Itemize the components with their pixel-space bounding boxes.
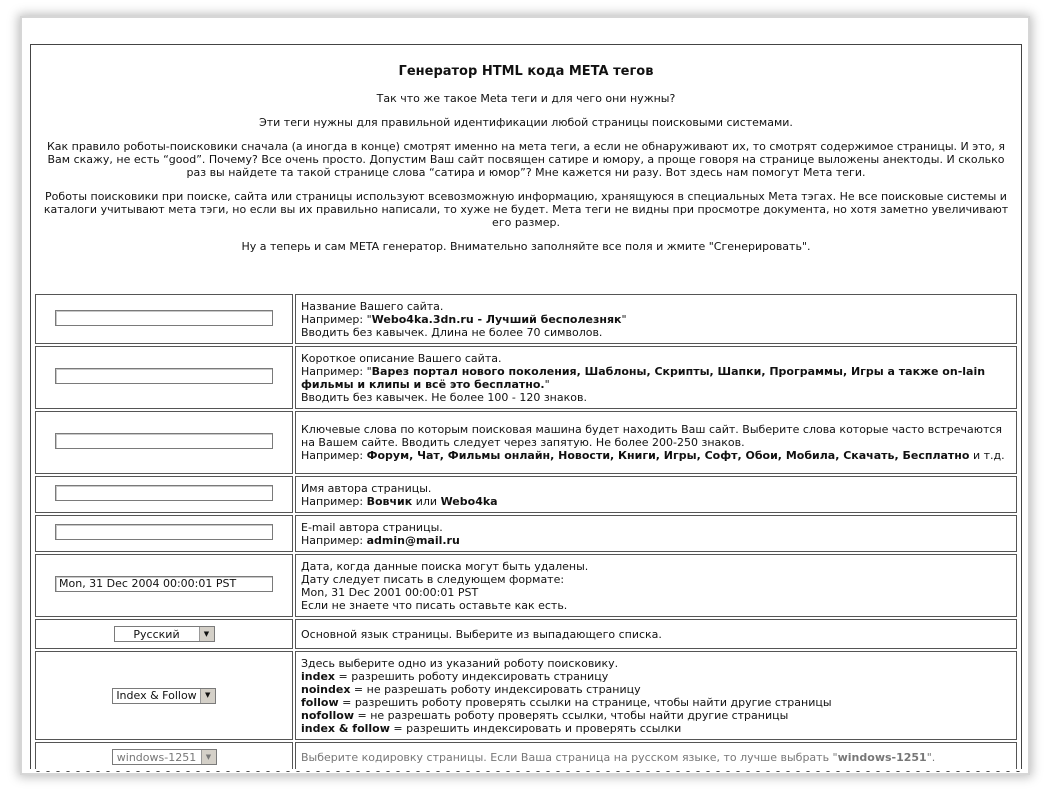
option-desc: = не разрешать роботу проверять ссылки, чтобы найти другие страницы (354, 708, 789, 722)
help-line: Выберите кодировку страницы. Если Ваша страница на русском языке, то лучше выбрать " (301, 750, 838, 764)
example-value: Webo4ka (440, 494, 498, 508)
option-key: index (301, 669, 336, 683)
example-suffix: " (621, 312, 627, 326)
example-prefix: Например: (301, 449, 367, 462)
example-prefix: Например: (301, 533, 367, 547)
table-row (35, 651, 1017, 740)
help-example (301, 313, 1011, 326)
keywords-input[interactable] (55, 433, 273, 449)
site-title-help (295, 294, 1017, 344)
author-input[interactable] (55, 485, 273, 501)
robots-option (301, 683, 1011, 696)
fields-table (33, 292, 1019, 773)
option-desc: = разрешить роботу индексировать страницу (335, 669, 609, 683)
option-desc: = не разрешать роботу индексировать страницу (350, 682, 641, 696)
option-key: index & follow (301, 721, 390, 735)
robots-option (301, 722, 1011, 735)
option-key: nofollow (301, 708, 354, 722)
chevron-down-icon[interactable]: ▼ (199, 627, 214, 641)
help-line: Mon, 31 Dec 2001 00:00:01 PST (301, 585, 479, 599)
intro-section (31, 45, 1021, 253)
example-prefix: Например: " (301, 364, 372, 378)
keywords-help (295, 411, 1017, 474)
robots-select[interactable] (112, 688, 215, 704)
table-row (35, 346, 1017, 409)
email-help (295, 515, 1017, 552)
help-line: Название Вашего сайта. (301, 299, 444, 313)
robots-option (301, 696, 1011, 709)
author-help (295, 476, 1017, 513)
table-row (35, 294, 1017, 344)
table-row (35, 619, 1017, 649)
help-line: Здесь выберите одно из указаний роботу поисковику. (301, 656, 619, 670)
help-example (301, 534, 1011, 547)
help-line: Дата, когда данные поиска могут быть удалены. (301, 559, 589, 573)
help-example (301, 365, 1011, 391)
robots-help (295, 651, 1017, 740)
charset-help (295, 742, 1017, 772)
select-value: Index & Follow (116, 689, 197, 702)
example-connector: или (412, 494, 441, 508)
example-value: Вовчик (366, 494, 413, 508)
option-desc: = разрешить роботу проверять ссылки на странице, чтобы найти другие страницы (338, 695, 832, 709)
intro-purpose: Эти теги нужны для правильной идентификации любой страницы поисковыми системами. (259, 116, 793, 129)
intro-question: Так что же такое Meta теги и для чего они нужны? (376, 92, 676, 105)
table-row (35, 476, 1017, 513)
example-value: Форум, Чат, Фильмы онлайн, Новости, Книги, Игры, Софт, Обои, Мобила, Скачать, Бесплатно (366, 449, 970, 462)
help-line: Если не знаете что писать оставьте как есть. (301, 598, 568, 612)
charset-select[interactable] (112, 749, 217, 765)
example-value: Варез портал нового поколения, Шаблоны, Скрипты, Шапки, Программы, Игры а также on-lain фильмы и клипы и всё это бесплатно. (301, 364, 986, 391)
example-value: Webo4ka.3dn.ru - Лучший бесполезняк (371, 312, 622, 326)
help-line: Основной язык страницы. Выберите из выпадающего списка. (301, 627, 662, 641)
email-input[interactable] (55, 524, 273, 540)
select-value: Русский (133, 627, 180, 641)
expires-input[interactable]: Mon, 31 Dec 2004 00:00:01 PST (55, 576, 273, 592)
example-suffix: " (544, 377, 550, 391)
help-line: E-mail автора страницы. (301, 520, 443, 534)
language-help (295, 619, 1017, 649)
option-key: follow (301, 695, 339, 709)
example-prefix: Например: (301, 494, 367, 508)
page-title: Генератор HTML кода META тегов (398, 64, 654, 79)
chevron-down-icon[interactable]: ▼ (201, 750, 216, 764)
help-line: Ключевые слова по которым поисковая машина будет находить Ваш сайт. Выберите слова которые часто встречаются на Вашем сайте. Вводить следует через запятую. Не более 200-250 знаков. (301, 423, 1003, 449)
help-line: Короткое описание Вашего сайта. (301, 351, 502, 365)
meta-generator-form (30, 44, 1022, 772)
help-example (301, 495, 1011, 508)
intro-paragraph-robots: Как правило роботы-поисковики сначала (а иногда в конце) смотрят именно на мета теги, а если не обнаруживают их, то смотрят содержимое страницы. И это, я Вам скажу, не есть “good”. Почему? Все очень просто. Допустим Ваш сайт посвящен сатире и юмору, а проще говоря на странице выложены анектоды. И сколько раз вы найдете та такой странице слова “сатира и юмор”? Мне кажется ни разу. Вот здесь нам помогут Мета теги. (46, 140, 1006, 179)
example-prefix: Например: " (301, 312, 372, 326)
help-example (301, 449, 1011, 462)
example-suffix: ". (926, 750, 936, 764)
intro-instruction: Ну а теперь и сам META генератор. Внимательно заполняйте все поля и жмите "Сгенерировать". (241, 240, 811, 253)
help-line: Вводить без кавычек. Длина не более 70 символов. (301, 325, 603, 339)
option-desc: = разрешить индексировать и проверять ссылки (389, 721, 682, 735)
example-value: admin@mail.ru (366, 533, 460, 547)
chevron-down-icon[interactable]: ▼ (200, 689, 215, 703)
table-row (35, 742, 1017, 772)
description-help (295, 346, 1017, 409)
intro-paragraph-catalogs: Роботы поисковики при поиске, сайта или страницы используют всевозможную информацию, хранящуюся в специальных Мета тэгах. Не все поисковые системы и каталоги учитывают мета тэги, но если вы их правильно написали, то хуже не будет. Мета теги не видны при просмотре документа, но хотя заметно увеличивают его размер. (43, 190, 1009, 229)
example-value: windows-1251 (837, 750, 927, 764)
select-value: windows-1251 (116, 750, 197, 764)
description-input[interactable] (55, 368, 273, 384)
robots-option (301, 670, 1011, 683)
table-row (35, 411, 1017, 474)
table-row (35, 515, 1017, 552)
help-line: Дату следует писать в следующем формате: (301, 572, 565, 586)
option-key: noindex (301, 682, 351, 696)
help-line: Имя автора страницы. (301, 481, 432, 495)
example-suffix: и т.д. (969, 449, 1005, 462)
expires-help (295, 554, 1017, 617)
site-title-input[interactable] (55, 310, 273, 326)
page-paper (22, 18, 1028, 773)
language-select[interactable] (114, 626, 215, 642)
robots-option (301, 709, 1011, 722)
help-line: Вводить без кавычек. Не более 100 - 120 знаков. (301, 390, 587, 404)
table-row (35, 554, 1017, 617)
